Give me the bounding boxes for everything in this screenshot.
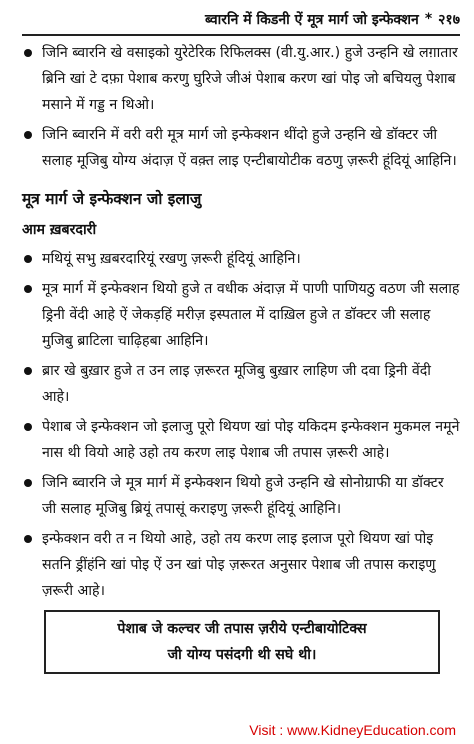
sub-title: आम ख़बरदारी <box>22 222 97 238</box>
list-item-text: जिनि ब्वारनि खे वसाइको युरेटेरिक रिफिलक्स (वी.यु.आर.) हुजे उन्हनि खे लग़ातार ब्रिनि खां टे दफ़ा पेशाब करणु घुरिजे जीअं पेशाब करण खां पोइ जो बचियलु पेशाब मसाने में गड्ड न थिओ। <box>42 45 458 113</box>
bullet-icon <box>24 131 32 139</box>
intro-bullet-list <box>22 40 462 174</box>
footer-website-link[interactable]: Visit : www.KidneyEducation.com <box>249 722 456 738</box>
list-item-text: इन्फेक्शन वरी त न थियो आहे, उहो तय करण लाइ इलाज पूरो थियण खां पोइ सतनि ड्रींहंनि खां पोइ ऐं उन खां पोइ ज़रूरत अनुसार पेशाब जी तपास कराइणु ज़रूरी आहे। <box>42 531 436 599</box>
bullet-icon <box>24 49 32 57</box>
list-item-text: ब्रार खे बुख़ार हुजे त उन लाइ ज़रूरत मूजिबु बुख़ार लाहिण जी दवा ड्रिनी वेंदी आहे। <box>42 363 431 405</box>
bullet-icon <box>24 255 32 263</box>
list-item-text: मथियूं सभु ख़बरदारियूं रखणु ज़रूरी हूंदियूं आहिनि। <box>42 251 301 267</box>
bullet-icon <box>24 423 32 431</box>
list-item <box>22 276 462 354</box>
list-item <box>22 358 462 410</box>
section-title: मूत्र मार्ग जे इन्फेक्शन जो इलाजु <box>22 190 202 208</box>
page-number: २१७ <box>438 11 460 28</box>
bullet-icon <box>24 285 32 293</box>
bullet-icon <box>24 367 32 375</box>
list-item-text: जिनि ब्वारनि में वरी वरी मूत्र मार्ग जो इन्फेक्शन थींदो हुजे उन्हनि खे डॉक्टर जी सलाह मूजिबु योग्य अंदाज़ ऐं वक़्त लाइ एन्टीबायोटीक वठणु ज़रूरी हूंदियूं आहिनि। <box>42 127 457 169</box>
list-item <box>22 246 462 272</box>
list-item <box>22 526 462 604</box>
header-separator: * <box>424 11 433 27</box>
note-line-2: जी योग्य पसंदगी थी सघे थी। <box>167 647 317 663</box>
list-item-text: पेशाब जे इन्फेक्शन जो इलाजु पूरो थियण खां पोइ यकिदम इन्फेक्शन मुकमल नमूने नास थी वियो आहे उहो तय करण लाइ पेशाब जी तपास ज़रूरी आहे। <box>42 419 460 461</box>
list-item-text: मूत्र मार्ग में इन्फेक्शन थियो हुजे त वधीक अंदाज़ में पाणी पाणियठु वठण जी सलाह ड्रिनी वेंदी आहे ऐं जेकड़हिं मरीज़ इस्पताल में दाख़िल हुजे त डॉक्टर जी सलाह मुजिबु ब्राटिला चाढ़िहबा आहिनि। <box>42 281 460 349</box>
list-item <box>22 40 462 118</box>
note-line-1: पेशाब जे कल्चर जी तपास ज़रीये एन्टीबायोटिक्स <box>117 621 367 637</box>
page-header <box>22 4 460 36</box>
header-title: ब्वारनि में किडनी ऐं मूत्र मार्ग जो इन्फेक्शन <box>204 11 419 28</box>
care-bullet-list <box>22 246 462 604</box>
page-content <box>22 40 462 674</box>
list-item <box>22 470 462 522</box>
list-item <box>22 122 462 174</box>
list-item-text: जिनि ब्वारनि जे मूत्र मार्ग में इन्फेक्शन थियो हुजे उन्हनि खे सोनोग्राफी या डॉक्टर जी सलाह मूजिबु ब्रियूं तपासूं कराइणु ज़रूरी हूंदियूं आहिनि। <box>42 475 444 517</box>
bullet-icon <box>24 479 32 487</box>
bullet-icon <box>24 535 32 543</box>
note-box <box>44 610 440 674</box>
list-item <box>22 414 462 466</box>
